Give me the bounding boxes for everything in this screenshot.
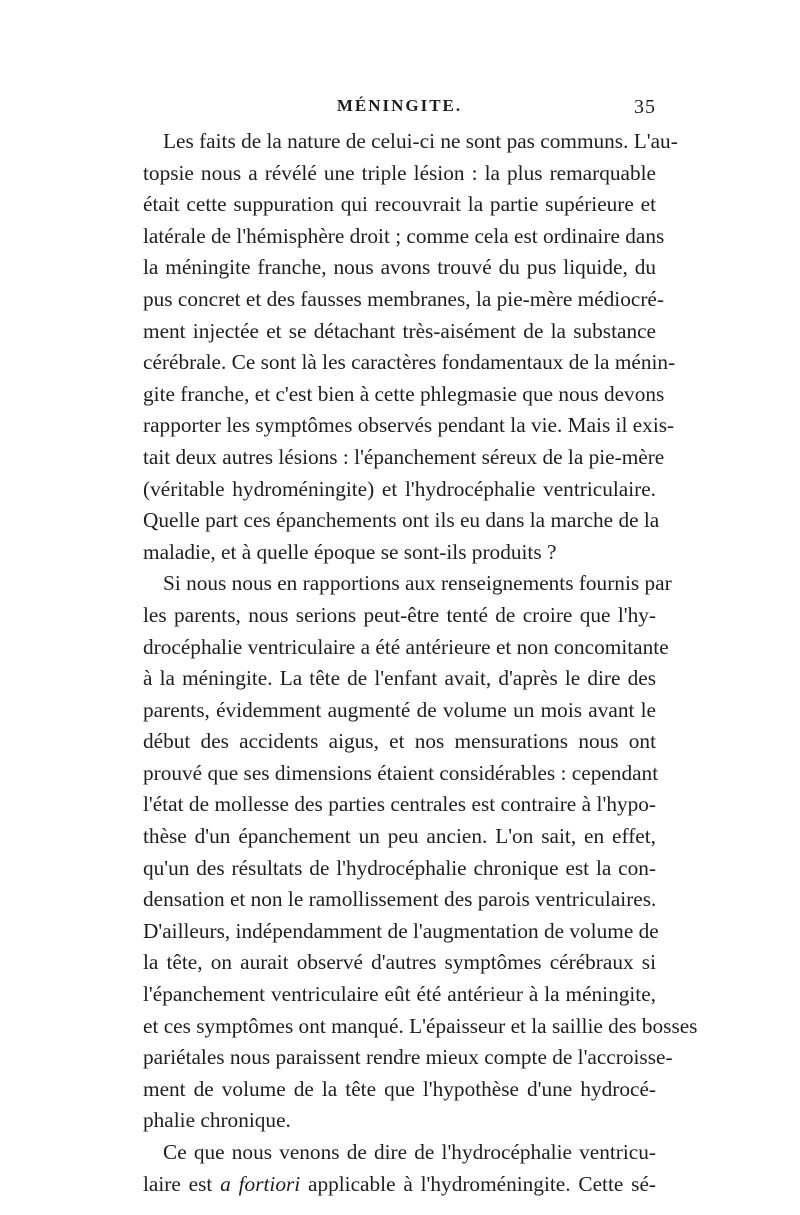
text-line: prouvé que ses dimensions étaient considérables : cependant — [143, 760, 659, 785]
text-line: pariétales nous paraissent rendre mieux compte de l'accroisse- — [143, 1045, 673, 1070]
text-line: thèse d'un épanchement un peu ancien. L'on sait, en effet, — [143, 824, 656, 849]
paragraph-1 — [143, 126, 678, 568]
paragraph-3 — [143, 1137, 656, 1200]
text-line: gite franche, et c'est bien à cette phlegmasie que nous devons — [143, 381, 665, 406]
text-line: topsie nous a révélé une triple lésion : la plus remarquable — [143, 160, 656, 185]
text-line: cérébrale. Ce sont là les caractères fondamentaux de la ménin- — [143, 350, 676, 375]
text-line: phalie chronique. — [143, 1108, 291, 1133]
text-line: ment de volume de la tête que l'hypothèse d'une hydrocé- — [143, 1076, 656, 1101]
text-line: latérale de l'hémisphère droit ; comme cela est ordinaire dans — [143, 223, 665, 248]
text-line: l'état de mollesse des parties centrales est contraire à l'hypo- — [143, 792, 656, 817]
running-title: MÉNINGITE. — [336, 96, 463, 115]
text-line: et ces symptômes ont manqué. L'épaisseur et la saillie des bosses — [143, 1013, 698, 1038]
text-line: la méningite franche, nous avons trouvé du pus liquide, du — [143, 255, 656, 280]
text-line: à la méningite. La tête de l'enfant avait, d'après le dire des — [143, 666, 656, 691]
text-line: Quelle part ces épanchements ont ils eu dans la marche de la — [143, 508, 660, 533]
text-line: D'ailleurs, indépendamment de l'augmentation de volume de — [143, 918, 659, 943]
text-line: la tête, on aurait observé d'autres symptômes cérébraux si — [143, 950, 656, 975]
text-line: ment injectée et se détachant très-aisément de la substance — [143, 318, 656, 343]
text-line: rapporter les symptômes observés pendant la vie. Mais il exis- — [143, 413, 675, 438]
text-line: qu'un des résultats de l'hydrocéphalie chronique est la con- — [143, 855, 656, 880]
text-line: l'épanchement ventriculaire eût été antérieur à la méningite, — [143, 982, 656, 1007]
text-line: les parents, nous serions peut-être tenté de croire que l'hy- — [143, 602, 656, 627]
paragraph-2 — [143, 568, 698, 1137]
text-line: pus concret et des fausses membranes, la pie-mère médiocré- — [143, 286, 664, 311]
page-number: 35 — [634, 96, 656, 118]
running-header — [143, 96, 656, 126]
text-line: (véritable hydroméningite) et l'hydrocéphalie ventriculaire. — [143, 476, 656, 501]
text-line: densation et non le ramollissement des parois ventriculaires. — [143, 887, 657, 912]
text-line: drocéphalie ventriculaire a été antérieure et non concomitante — [143, 634, 669, 659]
text-line: était cette suppuration qui recouvrait la partie supérieure et — [143, 192, 656, 217]
text-line: Si nous nous en rapportions aux renseignements fournis par — [163, 571, 672, 596]
text-line: Les faits de la nature de celui-ci ne sont pas communs. L'au- — [163, 129, 678, 153]
body-text — [143, 126, 698, 1200]
text-line: parents, évidemment augmenté de volume un mois avant le — [143, 697, 656, 722]
text-line: tait deux autres lésions : l'épanchement séreux de la pie-mère — [143, 444, 665, 469]
text-line: maladie, et à quelle époque se sont-ils produits ? — [143, 539, 557, 564]
text-line: Ce que nous venons de dire de l'hydrocéphalie ventricu- — [163, 1140, 656, 1164]
text-line: laire est a fortiori applicable à l'hydroméningite. Cette sé- — [143, 1171, 657, 1196]
text-line: début des accidents aigus, et nos mensurations nous ont — [143, 729, 656, 754]
